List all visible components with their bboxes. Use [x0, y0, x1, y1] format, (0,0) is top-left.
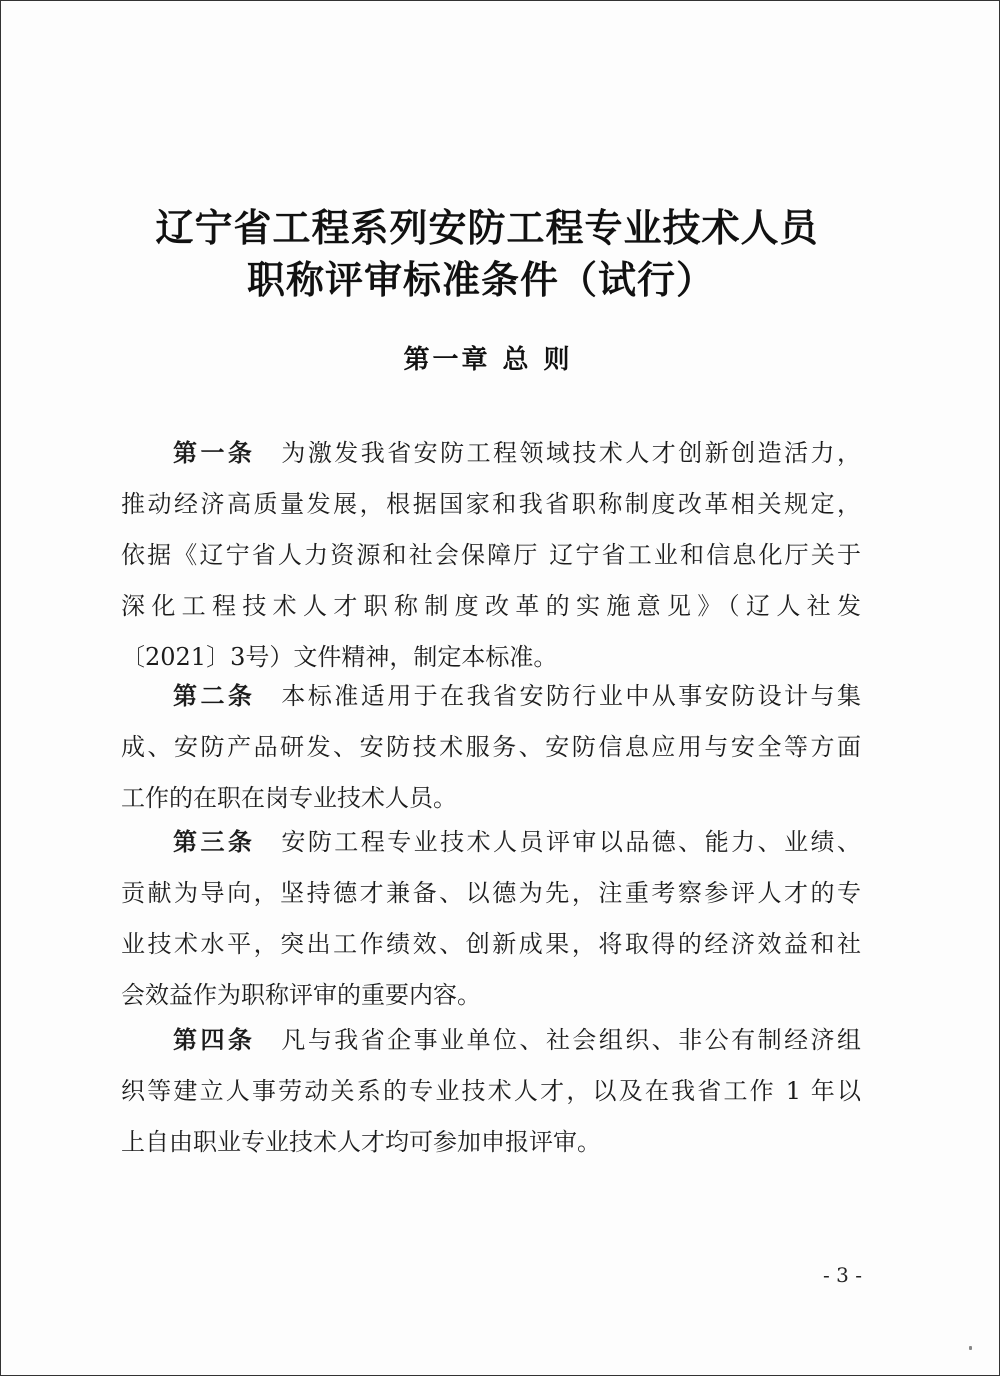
article-2-label: 第二条 [173, 682, 256, 710]
article-3-text-1: 安防工程专业技术人员评审以品德、能力、业绩、 [281, 828, 861, 856]
chapter-heading: 第一章 总 则 [403, 345, 573, 375]
article-2-text-1: 本标准适用于在我省安防行业中从事安防设计与集 [281, 682, 861, 710]
article-3 [121, 817, 861, 1021]
article-1-label: 第一条 [173, 439, 256, 467]
article-3-label: 第三条 [173, 828, 256, 856]
article-4 [121, 1015, 861, 1168]
document-title-line-2: 职称评审标准条件（试行） [246, 258, 715, 302]
document-title-line-1: 辽宁省工程系列安防工程专业技术人员 [155, 206, 819, 250]
article-4-line-1 [121, 1015, 861, 1066]
scan-speck [969, 1346, 972, 1350]
article-1-line-3: 依据《辽宁省人力资源和社会保障厅 辽宁省工业和信息化厅关于 [121, 541, 861, 569]
article-3-line-4: 会效益作为职称评审的重要内容。 [121, 981, 481, 1009]
article-4-label: 第四条 [173, 1026, 256, 1054]
article-2-line-1 [121, 671, 861, 722]
article-4-line-3: 上自由职业专业技术人才均可参加申报评审。 [121, 1128, 601, 1156]
article-1 [121, 428, 861, 683]
article-4-line-2: 织等建立人事劳动关系的专业技术人才，以及在我省工作 1 年以 [121, 1077, 861, 1105]
article-1-line-5: 〔2021〕3号）文件精神，制定本标准。 [121, 643, 558, 671]
article-3-line-3: 业技术水平，突出工作绩效、创新成果，将取得的经济效益和社 [121, 930, 861, 958]
article-3-line-1 [121, 817, 861, 868]
page-number: - 3 - [823, 1263, 862, 1287]
article-2-line-3: 工作的在职在岗专业技术人员。 [121, 784, 457, 812]
article-1-line-4: 深化工程技术人才职称制度改革的实施意见》（辽人社发 [121, 592, 861, 620]
article-4-text-1: 凡与我省企事业单位、社会组织、非公有制经济组 [281, 1026, 861, 1054]
article-3-line-2: 贡献为导向，坚持德才兼备、以德为先，注重考察参评人才的专 [121, 879, 861, 907]
article-1-line-1 [121, 428, 861, 479]
article-1-line-2: 推动经济高质量发展，根据国家和我省职称制度改革相关规定， [121, 490, 861, 518]
article-2 [121, 671, 861, 824]
article-2-line-2: 成、安防产品研发、安防技术服务、安防信息应用与安全等方面 [121, 733, 861, 761]
article-1-text-1: 为激发我省安防工程领域技术人才创新创造活力， [281, 439, 861, 467]
